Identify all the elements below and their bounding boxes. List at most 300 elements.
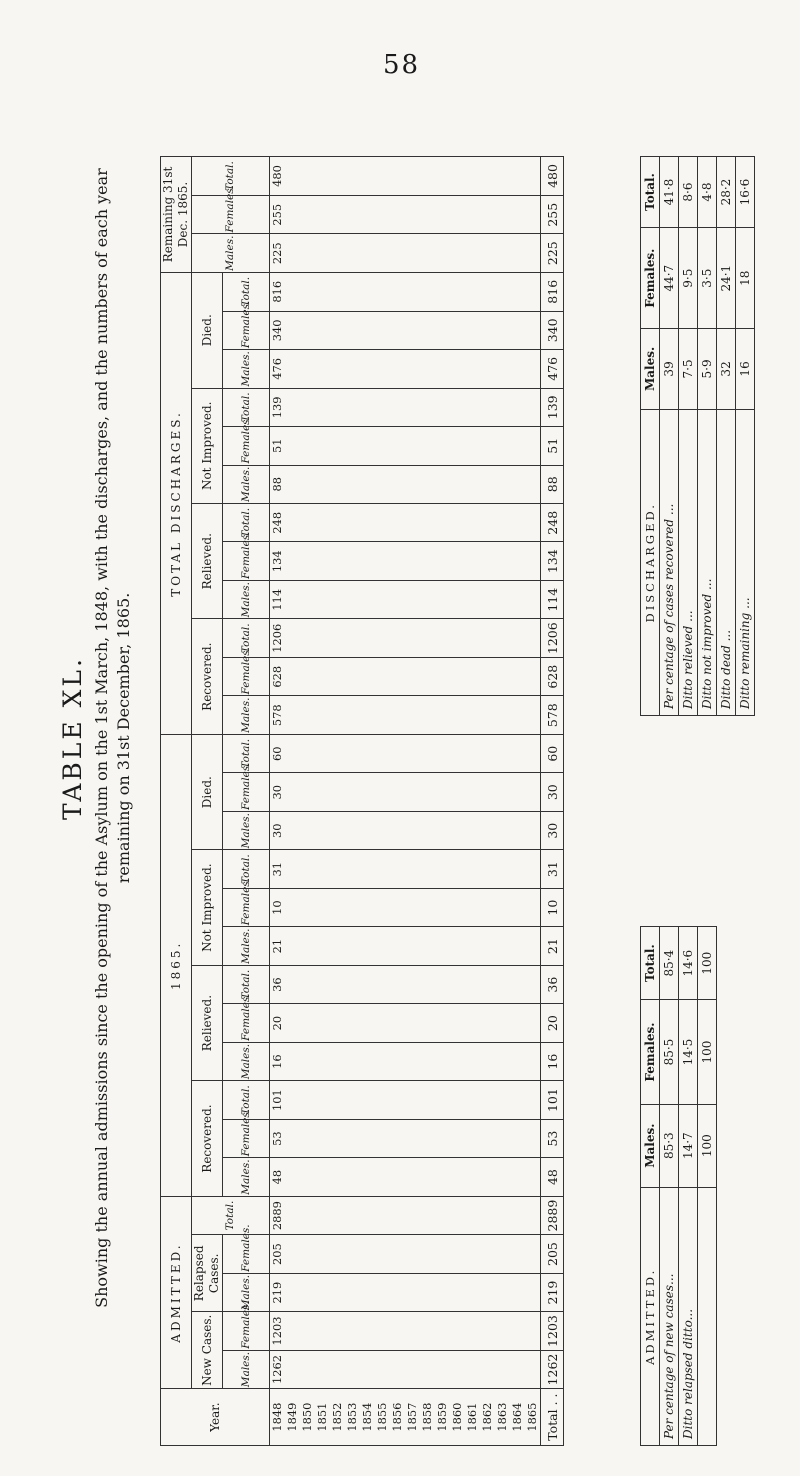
discharged-summary-value: 41·8: [660, 157, 679, 228]
table-cell: [480, 1350, 495, 1388]
table-cell: [480, 157, 495, 196]
table-cell: [480, 1196, 495, 1235]
table-cell: [345, 1158, 360, 1196]
table-cell: [525, 350, 541, 388]
table-cell: [435, 157, 450, 196]
table-cell: [525, 234, 541, 272]
table-cell: [315, 657, 330, 695]
table-cell: [345, 350, 360, 388]
died-all-females-header: Females.: [223, 311, 270, 349]
table-title: TABLE XL.: [58, 656, 87, 820]
table-cell: [390, 850, 405, 888]
table-cell: [315, 850, 330, 888]
table-cell: [330, 427, 345, 465]
table-cell: [300, 427, 315, 465]
table-cell: [285, 272, 300, 311]
table-cell: 53: [270, 1119, 286, 1157]
table-cell: [405, 234, 420, 272]
table-row: [435, 157, 450, 1446]
table-cell: [480, 542, 495, 580]
table-cell: [345, 888, 360, 926]
table-cell: [405, 350, 420, 388]
table-cell: 219: [270, 1273, 286, 1311]
table-cell: [300, 657, 315, 695]
table-cell: [450, 1158, 465, 1196]
table-cell: [390, 504, 405, 542]
table-cell: [435, 465, 450, 503]
total-cell: 205: [541, 1235, 564, 1273]
year-cell: 1863: [495, 1389, 510, 1446]
admitted-summary-females-header: Females.: [641, 1000, 660, 1104]
table-cell: [300, 311, 315, 349]
table-cell: [405, 311, 420, 349]
table-cell: [375, 965, 390, 1003]
table-cell: [450, 1004, 465, 1042]
discharged-summary-value: 39: [660, 329, 679, 409]
table-cell: [315, 1119, 330, 1157]
table-cell: 139: [270, 388, 286, 426]
table-subtitle-line-1: Showing the annual admissions since the opening of the Asylum on the 1st March, 1848, with the discharges, and the numbers of each year: [92, 168, 111, 1308]
table-cell: [345, 427, 360, 465]
table-cell: [495, 234, 510, 272]
table-cell: [390, 1312, 405, 1350]
table-cell: [405, 1081, 420, 1119]
total-cell: 53: [541, 1119, 564, 1157]
table-cell: [525, 542, 541, 580]
table-cell: [480, 811, 495, 849]
table-cell: [405, 888, 420, 926]
table-cell: [510, 311, 525, 349]
discharged-summary-title: DISCHARGED.: [641, 409, 660, 715]
table-cell: [330, 1196, 345, 1235]
table-cell: [375, 504, 390, 542]
table-row: [315, 157, 330, 1446]
table-cell: [285, 888, 300, 926]
table-cell: [300, 1042, 315, 1080]
table-cell: [390, 234, 405, 272]
table-cell: [435, 657, 450, 695]
total-cell: 114: [541, 580, 564, 618]
table-cell: [420, 504, 435, 542]
table-cell: 1203: [270, 1312, 286, 1350]
table-cell: 134: [270, 542, 286, 580]
table-cell: [510, 504, 525, 542]
year-cell: 1864: [510, 1389, 525, 1446]
table-cell: [300, 619, 315, 657]
table-cell: 48: [270, 1158, 286, 1196]
table-cell: [510, 157, 525, 196]
table-cell: [375, 811, 390, 849]
total-label: Total . .: [541, 1389, 564, 1446]
table-cell: [360, 1158, 375, 1196]
total-discharges-header: TOTAL DISCHARGES.: [161, 272, 192, 734]
table-cell: [420, 888, 435, 926]
table-cell: [360, 311, 375, 349]
table-cell: [510, 850, 525, 888]
table-cell: [480, 657, 495, 695]
table-cell: [495, 465, 510, 503]
table-cell: [375, 1350, 390, 1388]
table-cell: [465, 1196, 480, 1235]
table-cell: [285, 465, 300, 503]
rec-all-males-header: Males.: [223, 696, 270, 734]
table-body: [270, 157, 564, 1446]
table-cell: [405, 427, 420, 465]
table-cell: [300, 965, 315, 1003]
table-cell: [315, 1042, 330, 1080]
relapsed-males-header: Males.: [223, 1273, 270, 1311]
table-cell: [330, 1312, 345, 1350]
table-cell: [525, 734, 541, 773]
rec-1865-females-header: Females.: [223, 1119, 270, 1157]
table-cell: [330, 888, 345, 926]
table-cell: [465, 1273, 480, 1311]
table-cell: [480, 580, 495, 618]
table-cell: [390, 927, 405, 965]
table-cell: [525, 657, 541, 695]
table-cell: [465, 504, 480, 542]
relieved-1865-header: Relieved.: [192, 965, 223, 1080]
table-cell: [510, 195, 525, 233]
table-cell: [330, 234, 345, 272]
table-cell: [405, 927, 420, 965]
table-cell: [375, 1235, 390, 1273]
table-cell: [420, 388, 435, 426]
table-cell: [390, 388, 405, 426]
table-cell: [495, 1081, 510, 1119]
table-cell: [330, 619, 345, 657]
table-cell: [315, 542, 330, 580]
table-cell: [285, 619, 300, 657]
table-cell: [495, 272, 510, 311]
table-cell: [435, 388, 450, 426]
table-cell: [435, 811, 450, 849]
table-cell: [435, 427, 450, 465]
table-cell: [450, 234, 465, 272]
table-cell: [480, 1081, 495, 1119]
table-cell: [405, 1158, 420, 1196]
table-cell: 31: [270, 850, 286, 888]
table-cell: [330, 465, 345, 503]
table-cell: [375, 1081, 390, 1119]
table-cell: [510, 811, 525, 849]
admitted-summary-label: Per centage of new cases...: [660, 1187, 679, 1445]
table-cell: [345, 927, 360, 965]
table-cell: [375, 734, 390, 773]
discharged-summary-value: 24·1: [717, 228, 736, 329]
table-cell: [510, 388, 525, 426]
table-cell: [510, 1042, 525, 1080]
table-cell: [285, 388, 300, 426]
table-cell: [330, 542, 345, 580]
discharged-summary-label: Ditto relieved ...: [679, 409, 698, 715]
table-cell: [360, 1119, 375, 1157]
table-cell: [285, 927, 300, 965]
table-cell: [525, 388, 541, 426]
total-cell: 1206: [541, 619, 564, 657]
table-cell: [435, 1042, 450, 1080]
total-cell: 10: [541, 888, 564, 926]
table-cell: [450, 1042, 465, 1080]
table-cell: [285, 773, 300, 811]
table-cell: 578: [270, 696, 286, 734]
ni-all-females-header: Females.: [223, 427, 270, 465]
table-cell: 480: [270, 157, 286, 196]
table-cell: [390, 657, 405, 695]
table-cell: [450, 1081, 465, 1119]
admitted-summary-value: 14·5: [679, 1000, 698, 1104]
table-cell: [510, 1273, 525, 1311]
table-cell: 60: [270, 734, 286, 773]
relieved-total-header: Relieved.: [192, 504, 223, 619]
table-cell: [375, 773, 390, 811]
table-cell: [285, 580, 300, 618]
table-cell: [450, 1350, 465, 1388]
table-cell: 2889: [270, 1196, 286, 1235]
table-cell: [315, 1235, 330, 1273]
table-cell: [345, 272, 360, 311]
table-cell: [405, 504, 420, 542]
table-cell: [345, 1312, 360, 1350]
table-cell: [285, 811, 300, 849]
table-cell: [465, 850, 480, 888]
table-cell: [330, 1235, 345, 1273]
table-row: [270, 157, 286, 1446]
table-cell: [315, 465, 330, 503]
table-cell: 114: [270, 580, 286, 618]
table-cell: [480, 1312, 495, 1350]
year-cell: 1861: [465, 1389, 480, 1446]
table-cell: [360, 773, 375, 811]
table-cell: [300, 696, 315, 734]
table-cell: [510, 1004, 525, 1042]
table-cell: [315, 1312, 330, 1350]
died-1865-males-header: Males.: [223, 811, 270, 849]
table-cell: [390, 272, 405, 311]
table-cell: [315, 965, 330, 1003]
table-cell: [345, 234, 360, 272]
table-cell: [360, 619, 375, 657]
discharged-summary-value: 4·8: [698, 157, 717, 228]
table-cell: [285, 195, 300, 233]
table-cell: [360, 696, 375, 734]
table-cell: [450, 350, 465, 388]
table-cell: [375, 388, 390, 426]
table-cell: [435, 696, 450, 734]
table-cell: [345, 965, 360, 1003]
year-cell: 1855: [375, 1389, 390, 1446]
table-cell: [345, 311, 360, 349]
table-cell: [375, 272, 390, 311]
table-cell: [330, 272, 345, 311]
admitted-summary-value: 14·7: [679, 1104, 698, 1187]
table-cell: [345, 1042, 360, 1080]
table-cell: [480, 1158, 495, 1196]
table-cell: [330, 311, 345, 349]
table-cell: [420, 542, 435, 580]
table-cell: [345, 157, 360, 196]
table-cell: [480, 311, 495, 349]
table-cell: [345, 734, 360, 773]
died-1865-total-header: Total.: [223, 734, 270, 773]
table-cell: [405, 1119, 420, 1157]
table-cell: [450, 1273, 465, 1311]
table-cell: [510, 657, 525, 695]
table-cell: [435, 1119, 450, 1157]
table-cell: [495, 311, 510, 349]
table-cell: [525, 1350, 541, 1388]
table-cell: [405, 1273, 420, 1311]
table-cell: [330, 696, 345, 734]
year-cell: 1859: [435, 1389, 450, 1446]
table-cell: [495, 1273, 510, 1311]
table-cell: [420, 1042, 435, 1080]
table-row: [360, 157, 375, 1446]
table-row: [405, 157, 420, 1446]
table-cell: [300, 350, 315, 388]
table-cell: [465, 619, 480, 657]
table-cell: [510, 1119, 525, 1157]
table-cell: [435, 504, 450, 542]
table-cell: [345, 504, 360, 542]
table-cell: [435, 1273, 450, 1311]
total-cell: 628: [541, 657, 564, 695]
table-cell: [450, 542, 465, 580]
table-cell: [405, 465, 420, 503]
table-cell: [465, 927, 480, 965]
table-cell: [450, 311, 465, 349]
table-cell: [345, 1273, 360, 1311]
table-cell: [480, 888, 495, 926]
total-cell: 1203: [541, 1312, 564, 1350]
table-cell: [360, 427, 375, 465]
table-cell: [285, 1004, 300, 1042]
table-cell: [495, 1350, 510, 1388]
table-cell: [405, 696, 420, 734]
table-cell: [480, 1042, 495, 1080]
died-total-header: Died.: [192, 272, 223, 388]
table-cell: [390, 195, 405, 233]
total-cell: 134: [541, 542, 564, 580]
table-cell: [405, 580, 420, 618]
table-cell: [525, 850, 541, 888]
table-cell: [300, 1350, 315, 1388]
table-cell: [330, 1004, 345, 1042]
total-cell: 21: [541, 927, 564, 965]
table-cell: [315, 1158, 330, 1196]
table-cell: [450, 504, 465, 542]
table-cell: [300, 504, 315, 542]
table-cell: [465, 657, 480, 695]
table-cell: [450, 657, 465, 695]
table-cell: [345, 1350, 360, 1388]
year-cell: 1857: [405, 1389, 420, 1446]
ni-1865-females-header: Females.: [223, 888, 270, 926]
table-cell: 1262: [270, 1350, 286, 1388]
table-cell: [480, 773, 495, 811]
table-cell: [345, 1235, 360, 1273]
table-cell: [300, 1119, 315, 1157]
table-cell: [465, 1081, 480, 1119]
table-cell: [360, 1350, 375, 1388]
total-cell: 101: [541, 1081, 564, 1119]
year-cell: 1862: [480, 1389, 495, 1446]
discharged-summary-label: Per centage of cases recovered ...: [660, 409, 679, 715]
table-cell: [315, 580, 330, 618]
discharged-summary-value: 44·7: [660, 228, 679, 329]
table-cell: [360, 888, 375, 926]
table-cell: 30: [270, 773, 286, 811]
table-cell: [435, 1158, 450, 1196]
table-cell: [360, 850, 375, 888]
table-cell: [405, 811, 420, 849]
table-cell: [420, 1119, 435, 1157]
table-cell: [495, 350, 510, 388]
table-cell: [360, 388, 375, 426]
table-cell: [435, 965, 450, 1003]
table-cell: [450, 580, 465, 618]
table-cell: 248: [270, 504, 286, 542]
table-cell: [480, 465, 495, 503]
table-cell: [375, 619, 390, 657]
table-cell: [330, 157, 345, 196]
table-cell: [315, 388, 330, 426]
table-cell: [300, 773, 315, 811]
table-cell: [465, 234, 480, 272]
table-cell: [390, 580, 405, 618]
table-cell: [330, 657, 345, 695]
table-cell: [390, 696, 405, 734]
table-cell: [300, 850, 315, 888]
table-cell: [420, 272, 435, 311]
table-cell: [465, 465, 480, 503]
table-cell: [390, 1119, 405, 1157]
table-cell: 816: [270, 272, 286, 311]
table-cell: 88: [270, 465, 286, 503]
table-cell: [480, 927, 495, 965]
new-females-header: Females.: [223, 1312, 270, 1350]
ni-1865-males-header: Males.: [223, 927, 270, 965]
table-cell: [375, 195, 390, 233]
discharged-summary-value: 3·5: [698, 228, 717, 329]
table-cell: [315, 888, 330, 926]
table-cell: [315, 811, 330, 849]
admitted-summary-value: 85·5: [660, 1000, 679, 1104]
table-cell: [405, 1235, 420, 1273]
year-header: Year.: [161, 1389, 270, 1446]
table-row: [420, 157, 435, 1446]
table-cell: [510, 234, 525, 272]
table-cell: [495, 850, 510, 888]
total-cell: 248: [541, 504, 564, 542]
admitted-header: ADMITTED.: [161, 1196, 192, 1388]
table-cell: [465, 1158, 480, 1196]
total-row: [541, 157, 564, 1446]
table-cell: [495, 195, 510, 233]
remaining-males-header: Males.: [192, 234, 270, 272]
table-cell: [420, 1196, 435, 1235]
table-cell: [360, 927, 375, 965]
table-row: [450, 157, 465, 1446]
table-cell: [315, 504, 330, 542]
ni-all-males-header: Males.: [223, 465, 270, 503]
table-cell: [360, 580, 375, 618]
table-cell: [285, 427, 300, 465]
admitted-summary-value: 14·6: [679, 927, 698, 1000]
table-cell: [480, 619, 495, 657]
table-cell: [525, 965, 541, 1003]
table-cell: [285, 504, 300, 542]
